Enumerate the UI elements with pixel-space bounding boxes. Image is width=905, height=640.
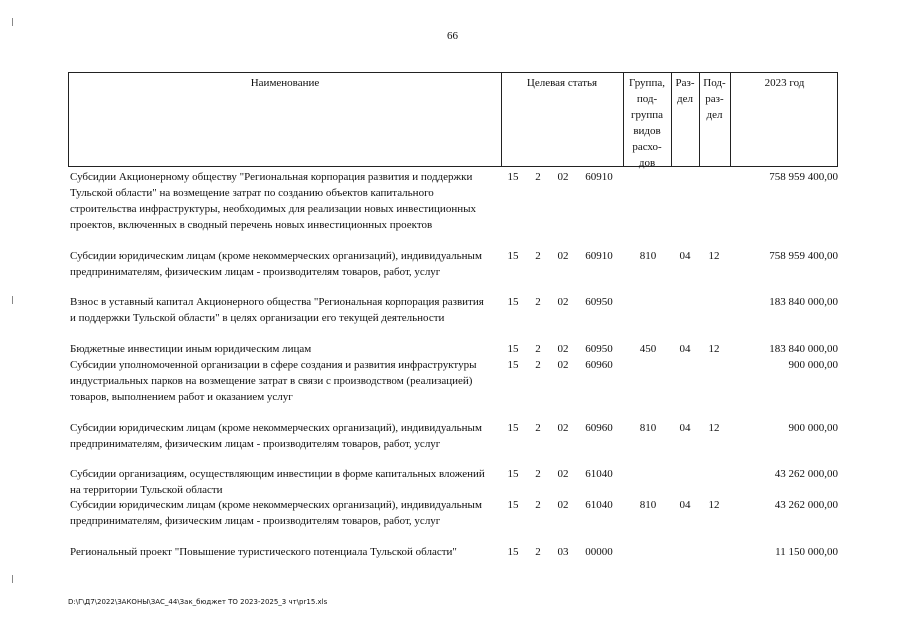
row-program: 15: [507, 468, 519, 480]
row-group: 450: [639, 343, 657, 355]
scan-mark: [12, 575, 13, 583]
row-code: 60960: [585, 422, 613, 434]
row-amount: 183 840 000,00: [769, 296, 838, 308]
row-amount: 11 150 000,00: [775, 546, 838, 558]
row-amount: 758 959 400,00: [769, 171, 838, 183]
row-amount: 900 000,00: [788, 359, 838, 371]
header-section: Раз- дел: [675, 77, 695, 105]
scan-mark: [12, 18, 13, 26]
row-code: 60950: [585, 343, 613, 355]
row-subsection: 12: [708, 499, 720, 511]
row-name: Субсидии юридическим лицам (кроме некоммерческих организаций), индивидуальным предпринимателям, физическим лицам - производителям товаров, работ, услуг: [70, 250, 482, 278]
row-group: 810: [639, 422, 657, 434]
row-group: 810: [639, 250, 657, 262]
header-year: 2023 год: [764, 77, 805, 89]
row-section: 04: [679, 422, 691, 434]
row-program: 15: [507, 422, 519, 434]
row-name: Бюджетные инвестиции иным юридическим лицам: [70, 343, 312, 355]
row-amount: 758 959 400,00: [769, 250, 838, 262]
row-amount: 43 262 000,00: [774, 468, 838, 480]
row-main-event: 02: [557, 422, 569, 434]
header-name: Наименование: [250, 77, 320, 89]
row-code: 60960: [585, 359, 613, 371]
row-main-event: 02: [557, 250, 569, 262]
header-target-article: Целевая статья: [526, 77, 598, 89]
row-main-event: 03: [557, 546, 569, 558]
row-program: 15: [507, 499, 519, 511]
row-program: 15: [507, 296, 519, 308]
row-name: Субсидии уполномоченной организации в сфере создания и развития инфраструктуры индустриальных парков на возмещение затрат в связи с производством (реализацией) товаров, выполнением работ и оказанием услуг: [70, 359, 477, 403]
row-code: 00000: [585, 546, 613, 558]
row-subprogram: 2: [535, 546, 541, 558]
row-subsection: 12: [708, 343, 720, 355]
row-section: 04: [679, 250, 691, 262]
header-subsection: Под- раз- дел: [703, 77, 726, 121]
row-subprogram: 2: [535, 422, 541, 434]
row-program: 15: [507, 171, 519, 183]
row-subprogram: 2: [535, 250, 541, 262]
row-section: 04: [679, 343, 691, 355]
row-subsection: 12: [708, 250, 720, 262]
row-code: 60910: [585, 171, 613, 183]
row-code: 60950: [585, 296, 613, 308]
row-group: 810: [639, 499, 657, 511]
row-subprogram: 2: [535, 343, 541, 355]
row-program: 15: [507, 250, 519, 262]
row-program: 15: [507, 546, 519, 558]
row-subprogram: 2: [535, 296, 541, 308]
row-code: 60910: [585, 250, 613, 262]
row-main-event: 02: [557, 171, 569, 183]
row-subsection: 12: [708, 422, 720, 434]
row-code: 61040: [585, 468, 613, 480]
row-main-event: 02: [557, 359, 569, 371]
row-subprogram: 2: [535, 499, 541, 511]
row-name: Взнос в уставный капитал Акционерного общества "Региональная корпорация развития и поддержки Тульской области" в целях организации его текущей деятельности: [70, 296, 484, 324]
row-program: 15: [507, 343, 519, 355]
row-main-event: 02: [557, 468, 569, 480]
table-header: [68, 72, 838, 167]
row-subprogram: 2: [535, 171, 541, 183]
row-amount: 43 262 000,00: [774, 499, 838, 511]
row-main-event: 02: [557, 499, 569, 511]
row-name: Субсидии организациям, осуществляющим инвестиции в форме капитальных вложений на территории Тульской области: [70, 468, 485, 496]
row-subprogram: 2: [535, 468, 541, 480]
row-amount: 900 000,00: [788, 422, 838, 434]
row-name: Субсидии юридическим лицам (кроме некоммерческих организаций), индивидуальным предпринимателям, физическим лицам - производителям товаров, работ, услуг: [70, 499, 482, 527]
row-amount: 183 840 000,00: [769, 343, 838, 355]
file-path-footer: D:\Г\Д7\2022\ЗАКОНЫ\ЗАС_44\Зак_бюджет ТО 2023-2025_3 чт\pr15.xls: [68, 598, 328, 606]
row-code: 61040: [585, 499, 613, 511]
row-name: Региональный проект "Повышение туристического потенциала Тульской области": [70, 546, 457, 558]
row-section: 04: [679, 499, 691, 511]
page-number: 66: [447, 30, 458, 42]
row-main-event: 02: [557, 296, 569, 308]
row-main-event: 02: [557, 343, 569, 355]
row-name: Субсидии юридическим лицам (кроме некоммерческих организаций), индивидуальным предпринимателям, физическим лицам - производителям товаров, работ, услуг: [70, 422, 482, 450]
row-program: 15: [507, 359, 519, 371]
row-name: Субсидии Акционерному обществу "Региональная корпорация развития и поддержки Тульской области" на возмещение затрат по созданию объектов капитального строительства инфраструктуры, необходимых для реализации новых инвестиционных проектов, включенных в сводный перечень новых инвестиционных проектов: [70, 171, 476, 231]
header-group: Группа, под- группа видов расхо- дов: [629, 77, 665, 169]
row-subprogram: 2: [535, 359, 541, 371]
scan-mark: [12, 296, 13, 304]
